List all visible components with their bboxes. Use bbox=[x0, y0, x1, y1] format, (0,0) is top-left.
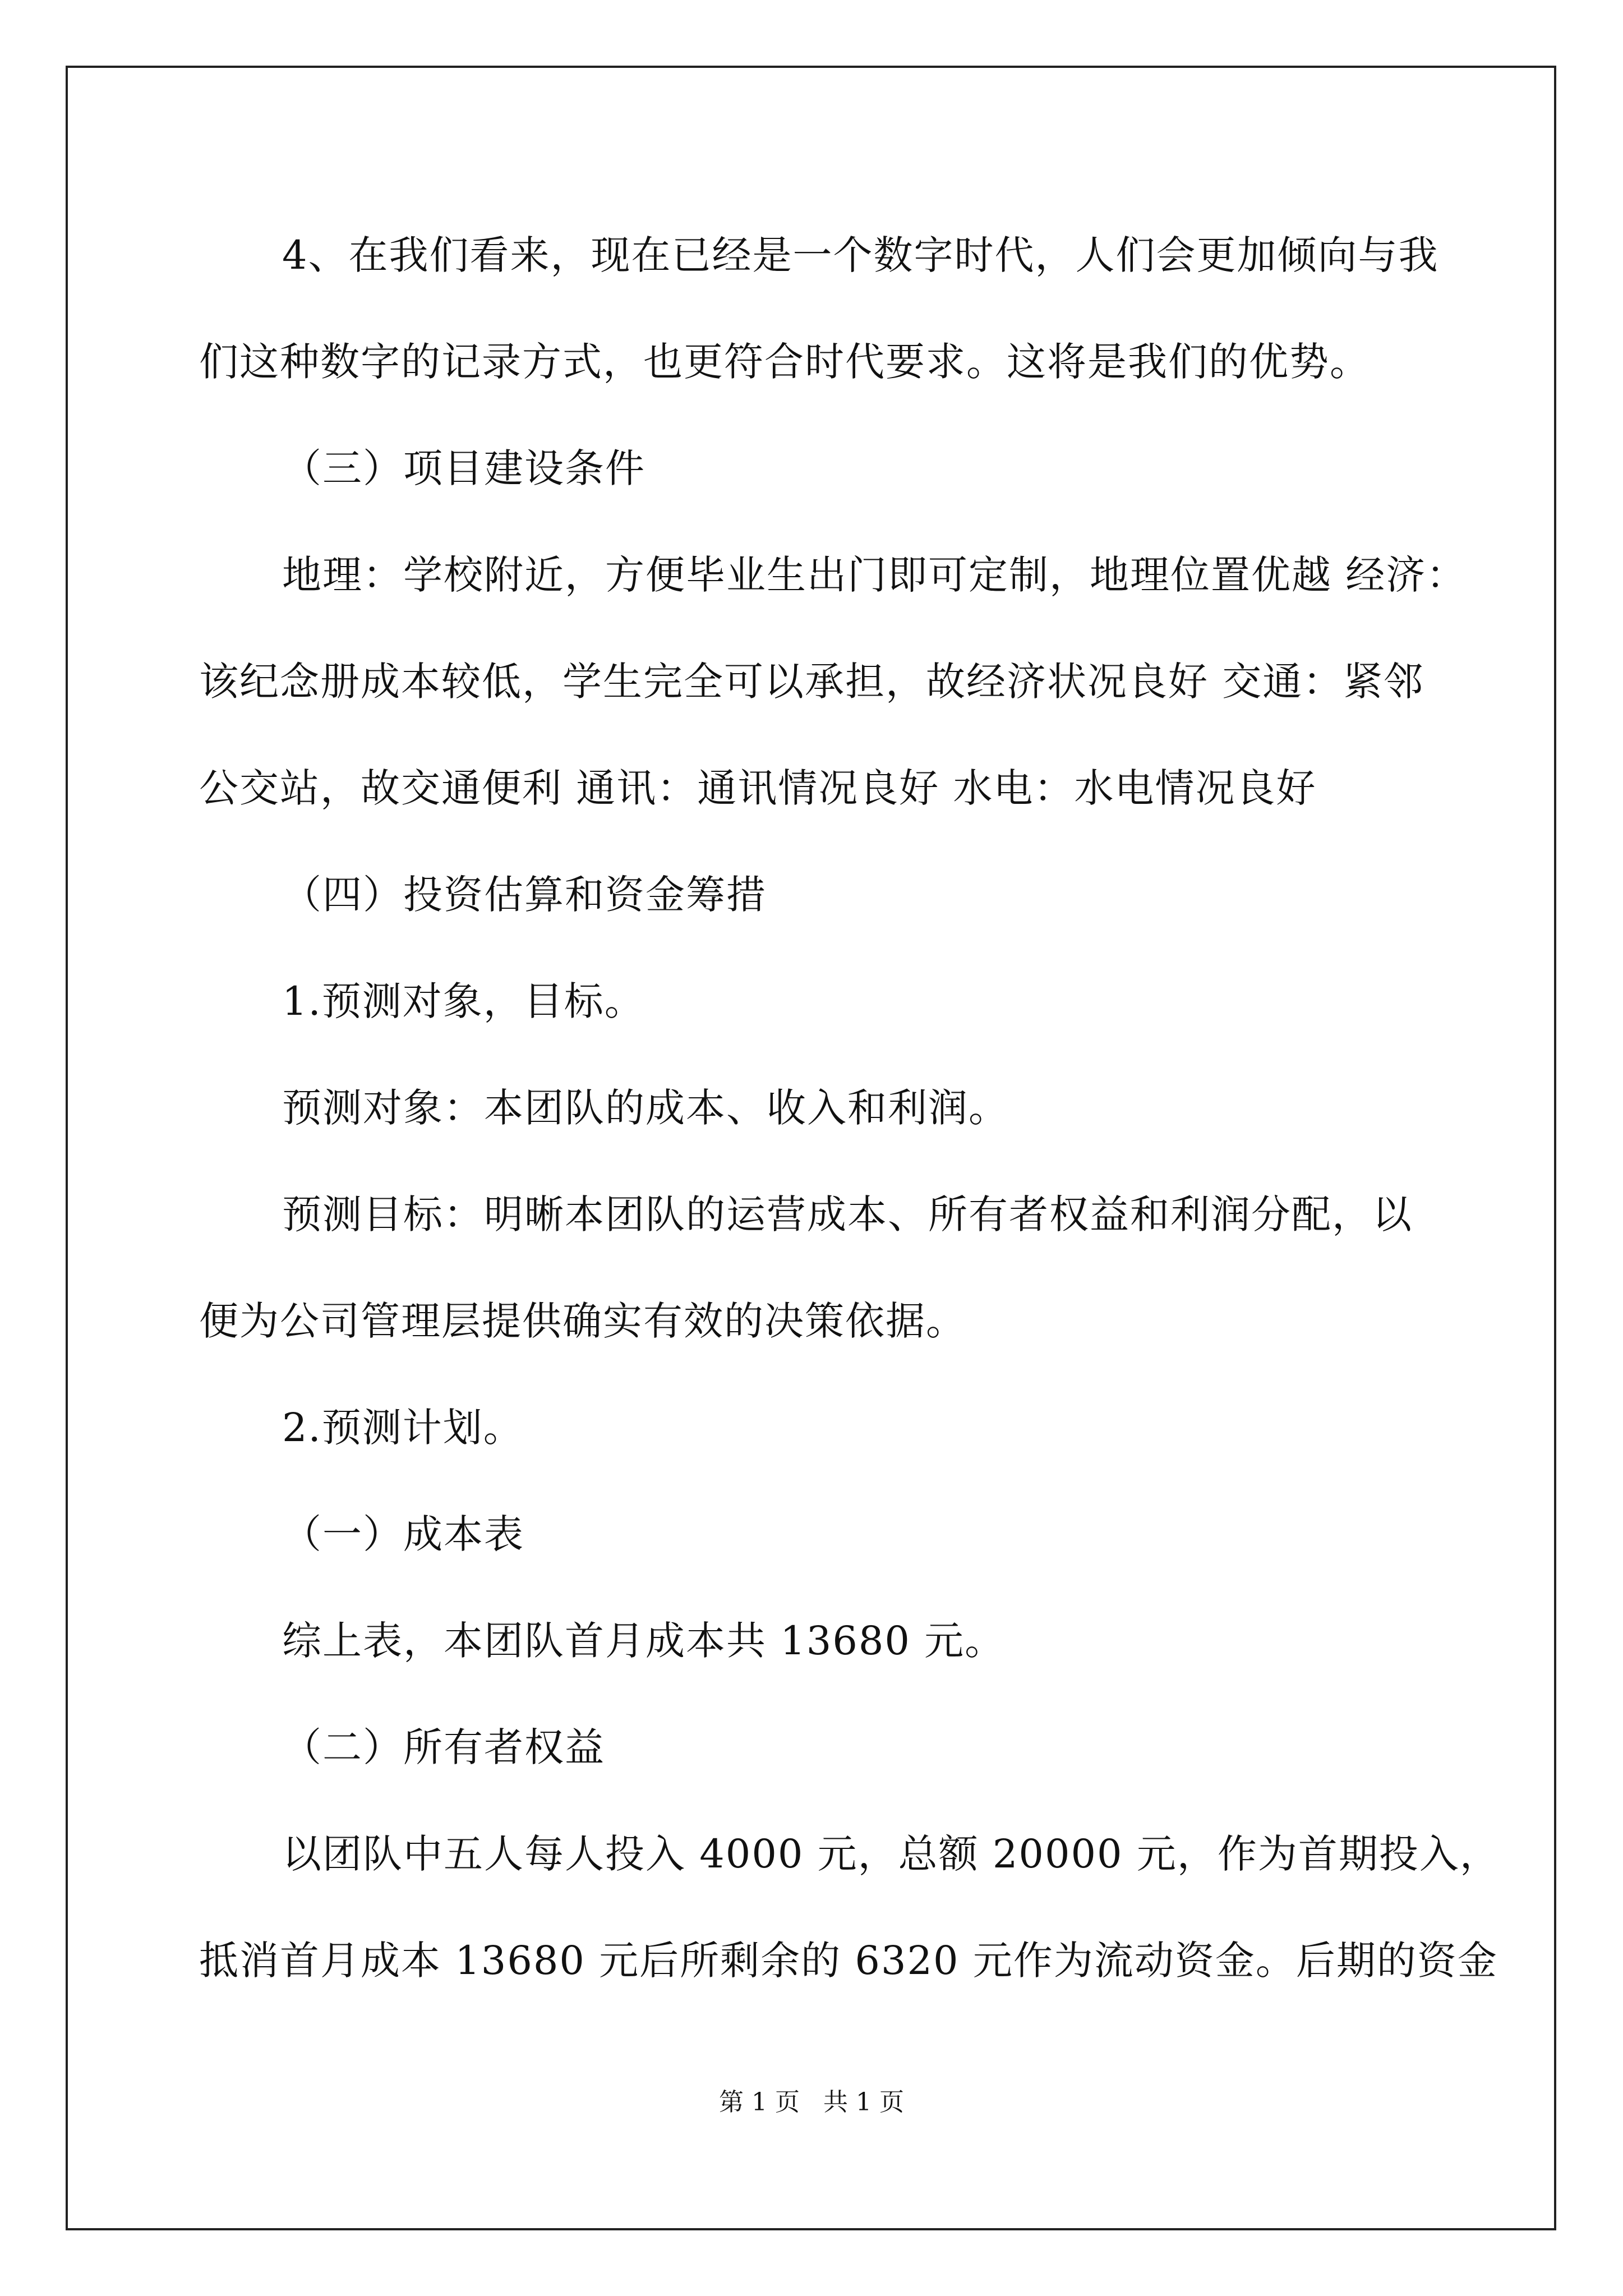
sub-heading: （二）所有者权益 bbox=[282, 1724, 605, 1770]
paragraph-line: 以团队中五人每人投入 4000 元，总额 20000 元，作为首期投入， bbox=[282, 1831, 1500, 1877]
paragraph-line: 综上表，本团队首月成本共 13680 元。 bbox=[282, 1618, 1006, 1664]
paragraph-line: 4、在我们看来，现在已经是一个数字时代，人们会更加倾向与我 bbox=[282, 232, 1439, 278]
sub-heading: （一）成本表 bbox=[282, 1511, 524, 1557]
page-border bbox=[66, 66, 1556, 2230]
paragraph-line: 便为公司管理层提供确实有效的决策依据。 bbox=[199, 1298, 966, 1344]
section-heading: （四）投资估算和资金筹措 bbox=[282, 872, 767, 918]
page-footer bbox=[0, 2086, 1623, 2119]
paragraph-line: 们这种数字的记录方式，也更符合时代要求。这将是我们的优势。 bbox=[199, 339, 1370, 385]
paragraph-line: 抵消首月成本 13680 元后所剩余的 6320 元作为流动资金。后期的资金 bbox=[199, 1938, 1498, 1984]
numbered-item: 2.预测计划。 bbox=[282, 1405, 524, 1451]
section-heading: （三）项目建设条件 bbox=[282, 445, 645, 491]
page-number: 第 1 页 bbox=[719, 2088, 800, 2116]
numbered-item: 1.预测对象，目标。 bbox=[282, 978, 645, 1024]
paragraph-line: 预测目标：明晰本团队的运营成本、所有者权益和利润分配，以 bbox=[282, 1191, 1413, 1237]
paragraph-line: 该纪念册成本较低，学生完全可以承担，故经济状况良好 交通：紧邻 bbox=[199, 659, 1424, 705]
paragraph-line: 公交站，故交通便利 通讯：通讯情况良好 水电：水电情况良好 bbox=[199, 765, 1317, 811]
page-total: 共 1 页 bbox=[823, 2088, 904, 2116]
paragraph-line: 地理：学校附近，方便毕业生出门即可定制，地理位置优越 经济： bbox=[282, 552, 1467, 598]
paragraph-line: 预测对象：本团队的成本、收入和利润。 bbox=[282, 1085, 1009, 1131]
